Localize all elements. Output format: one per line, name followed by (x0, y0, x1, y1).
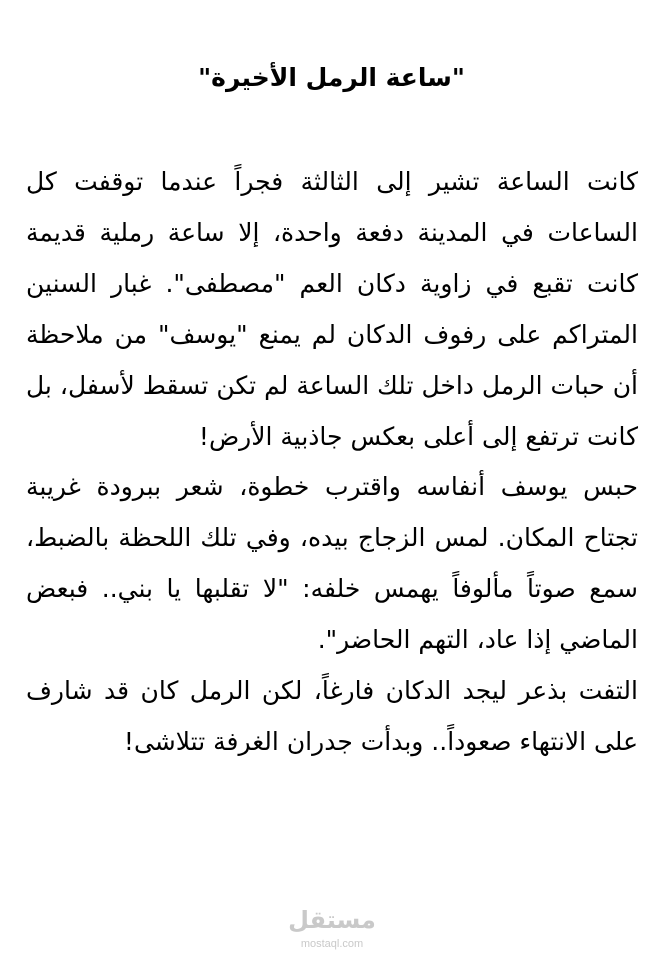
watermark-logo-text: مستقل (288, 906, 376, 934)
story-paragraph-1: كانت الساعة تشير إلى الثالثة فجراً عندما توقفت كل الساعات في المدينة دفعة واحدة، إلا ساعة رملية قديمة كانت تقبع في زاوية دكان العم "مصطفى". غبار السنين المتراكم على رفوف الدكان لم يمنع "يوسف" من ملاحظة أن حبات الرمل داخل تلك الساعة لم تكن تسقط لأسفل، بل كانت ترتفع إلى أعلى بعكس جاذبية الأرض! (26, 167, 638, 451)
watermark-url: mostaql.com (300, 938, 364, 950)
story-paragraph-3: التفت بذعر ليجد الدكان فارغاً، لكن الرمل كان قد شارف على الانتهاء صعوداً.. وبدأت جدران الغرفة تتلاشى! (26, 676, 638, 756)
story-paragraph-2: حبس يوسف أنفاسه واقترب خطوة، شعر ببرودة غريبة تجتاح المكان. لمس الزجاج بيده، وفي تلك اللحظة بالضبط، سمع صوتاً مألوفاً يهمس خلفه: "لا تقلبها يا بني.. فبعض الماضي إذا عاد، التهم الحاضر". (26, 472, 638, 655)
mostaql-watermark (282, 903, 382, 963)
story-body (26, 157, 638, 768)
story-title: "ساعة الرمل الأخيرة" (198, 63, 465, 92)
